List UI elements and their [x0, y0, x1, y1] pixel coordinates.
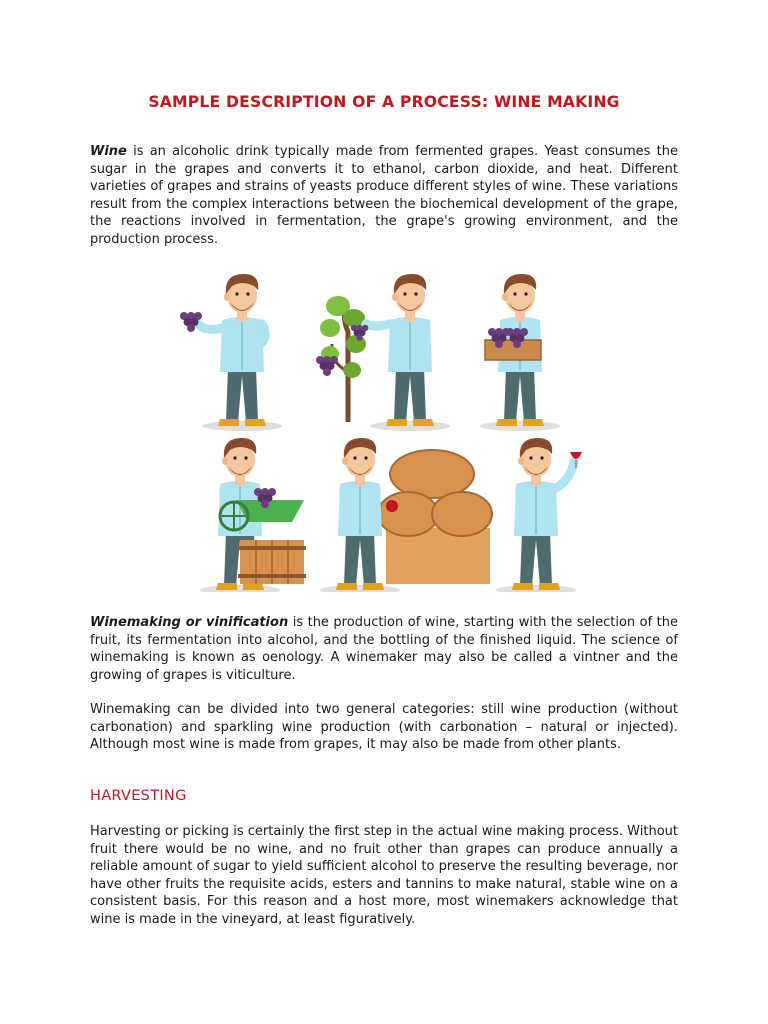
page-title: SAMPLE DESCRIPTION OF A PROCESS: WINE MAKING	[148, 93, 620, 111]
scene-holding-grapes	[180, 274, 282, 431]
harvesting-paragraph: Harvesting or picking is certainly the first step in the actual wine making process. Without fruit there would be no wine, and no fruit other than grapes can produce annually a reliable amount of sugar to yield sufficient alcohol to preserve the resulting beverage, nor have other fruits the requisite acids, esters and tannins to make natural, stable wine on a consistent basis. For this reason and a host more, most winemakers acknowledge that wine is made in the vineyard, at least figuratively.	[90, 824, 678, 927]
scene-picking-vine	[316, 274, 450, 431]
scene-tasting	[496, 438, 582, 592]
scene-carrying-crate	[480, 274, 560, 431]
categories-paragraph: Winemaking can be divided into two general categories: still wine production (without carbonation) and sparkling wine production (with carbonation – natural or injected). Although most wine is made from grapes, it may also be made from other plants.	[90, 702, 678, 753]
harvesting-heading: HARVESTING	[90, 788, 187, 804]
winemaking-text: is the production of wine, starting with the selection of the fruit, its fermentation into alcohol, and the bottling of the finished liquid. The science of winemaking is known as oenology. A winemaker may also be called a vintner and the growing of grapes is viticulture.	[90, 615, 679, 683]
winemaking-paragraph	[90, 614, 678, 684]
winemaking-illustration	[170, 262, 600, 592]
scene-barrels	[320, 438, 492, 592]
intro-paragraph	[90, 143, 678, 249]
winemaking-term: Winemaking or vinification	[90, 615, 289, 630]
scene-crushing	[200, 438, 306, 592]
intro-text: is an alcoholic drink typically made from fermented grapes. Yeast consumes the sugar in the grapes and converts it to ethanol, carbon dioxide, and heat. Different varieties of grapes and strains of yeasts produce different styles of wine. These variations result from the complex interactions between the biochemical development of the grape, the reactions involved in fermentation, the grape's growing environment, and the production process.	[90, 144, 678, 247]
intro-term: Wine	[90, 144, 127, 159]
